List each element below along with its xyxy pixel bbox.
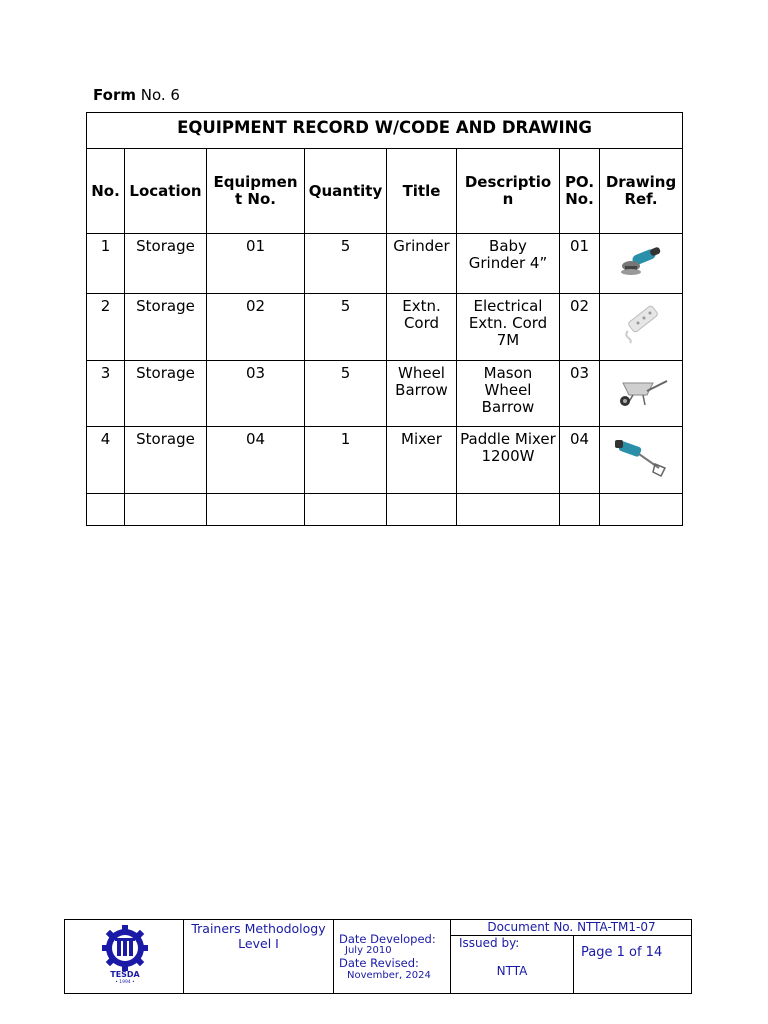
cell-po-no: 01 [560,234,600,294]
cell-description: Baby Grinder 4” [457,234,560,294]
wheelbarrow-icon [613,375,669,409]
cell-empty [560,494,600,526]
form-number: No. 6 [140,86,180,104]
cell-location: Storage [125,294,207,361]
cell-drawing [600,427,683,494]
footer-dates [334,920,451,993]
date-revised-label: Date Revised: [339,956,419,970]
cell-quantity: 5 [305,234,387,294]
cell-location: Storage [125,234,207,294]
cell-no: 4 [87,427,125,494]
cell-title: Extn. Cord [387,294,457,361]
cell-equipment-no: 04 [207,427,305,494]
cell-no: 1 [87,234,125,294]
cell-equipment-no: 01 [207,234,305,294]
paddle-mixer-icon [613,438,669,478]
cell-title: Grinder [387,234,457,294]
date-revised: November, 2024 [347,970,431,981]
cell-empty [87,494,125,526]
form-label-word: Form [93,86,136,104]
date-developed: July 2010 [345,945,392,956]
table-row-empty [87,494,683,526]
form-label [93,86,180,104]
cell-equipment-no: 03 [207,361,305,427]
cell-title: Wheel Barrow [387,361,457,427]
cell-empty [387,494,457,526]
cell-po-no: 03 [560,361,600,427]
header-quantity: Quantity [305,149,387,234]
issued-by-cell [451,935,574,993]
cell-po-no: 04 [560,427,600,494]
footer-course-title: Trainers Methodology Level I [184,920,334,993]
cell-quantity: 1 [305,427,387,494]
header-equipment-no: Equipment No. [207,149,305,234]
table-row [87,361,683,427]
cell-location: Storage [125,427,207,494]
cell-equipment-no: 02 [207,294,305,361]
table-row [87,294,683,361]
cell-description: Mason Wheel Barrow [457,361,560,427]
table-row [87,427,683,494]
cell-description: Electrical Extn. Cord 7M [457,294,560,361]
cell-quantity: 5 [305,294,387,361]
logo-text: TESDA [110,970,140,979]
cell-drawing [600,361,683,427]
header-description: Description [457,149,560,234]
header-location: Location [125,149,207,234]
cell-title: Mixer [387,427,457,494]
cell-location: Storage [125,361,207,427]
issued-by-label: Issued by: [459,936,520,950]
cell-empty [457,494,560,526]
header-title: Title [387,149,457,234]
header-po-no: PO. No. [560,149,600,234]
cell-no: 2 [87,294,125,361]
date-developed-label: Date Developed: [339,932,436,946]
footer-logo-cell [65,920,184,993]
cell-drawing [600,234,683,294]
table-row [87,234,683,294]
tesda-logo-icon [65,920,184,993]
cell-drawing [600,294,683,361]
document-number: Document No. NTTA-TM1-07 [451,920,692,936]
cell-po-no: 02 [560,294,600,361]
cell-quantity: 5 [305,361,387,427]
extension-cord-icon [616,305,666,345]
cell-empty [305,494,387,526]
cell-description: Paddle Mixer 1200W [457,427,560,494]
footer-document-info [451,920,692,993]
page-number-text: Page 1 of 14 [581,945,663,960]
cell-empty [125,494,207,526]
angle-grinder-icon [616,244,666,280]
cell-empty [600,494,683,526]
header-drawing-ref: Drawing Ref. [600,149,683,234]
table-title: EQUIPMENT RECORD W/CODE AND DRAWING [87,113,683,149]
cell-empty [207,494,305,526]
issued-by-value: NTTA [496,964,528,978]
equipment-record-table [86,112,683,526]
document-footer [64,919,692,994]
header-no: No. [87,149,125,234]
page-number [573,935,692,993]
cell-no: 3 [87,361,125,427]
logo-year: • 1994 • [115,980,135,985]
